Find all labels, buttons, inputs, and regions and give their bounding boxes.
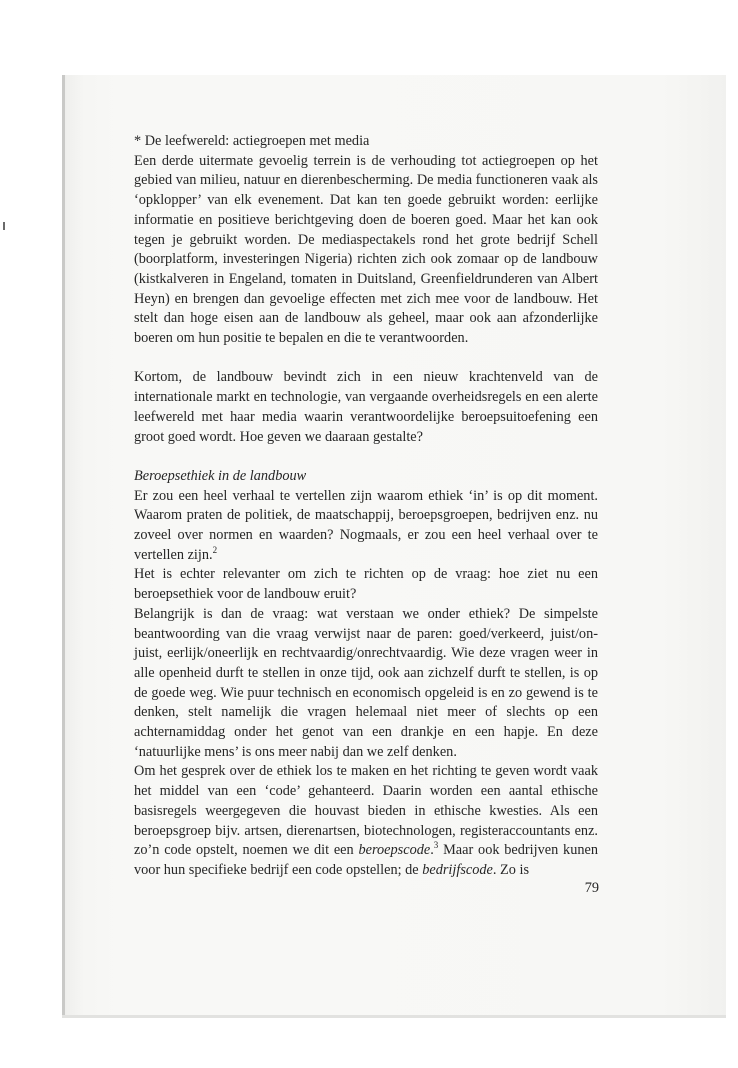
paragraph-gap bbox=[134, 447, 598, 467]
paragraph-ethiek-in-text: Er zou een heel verhaal te vertellen zijn waarom ethiek ‘in’ is op dit moment. Waarom praten de politiek, de maatschappij, beroepsgroepen, bedrijven enz. nu zoveel over normen en waarden? Nogmaals, er zou een heel verhaal over te vertellen zijn. bbox=[134, 487, 598, 563]
term-beroepscode: beroepscode bbox=[358, 842, 431, 859]
paragraph-code-text-a: Om het gesprek over de ethiek los te maken en het richting te geven wordt vaak het middel van een ‘code’ gehanteerd. Daarin worden een aantal ethische basisregels weergegeven die houvast bieden in ethische kwesties. Als een beroepsgroep bijv. artsen, dierenartsen, biotechnologen, registeraccountants enz. zo’n code opstelt, noemen we dit een bbox=[134, 763, 598, 859]
paragraph-media: Een derde uitermate gevoelig terrein is de verhouding tot actiegroepen op het gebied van milieu, natuur en dierenbescherming. De media functioneren vaak als ‘opklopper’ van elk evenement. Dat kan ten goede gebruikt worden: eerlijke informatie en positieve berichtgeving doen de boeren goed. Maar het kan ook tegen je gebruikt worden. De mediaspectakels rond het grote bedrijf Schell (boorplatform, investeringen Nigeria) richten zich ook zomaar op de landbouw (kistkalveren in Engeland, tomaten in Duitsland, Greenfieldrunderen van Albert Heyn) en brengen dan gevoelige effecten met zich mee voor de landbouw. Het stelt dan hoge eisen aan de landbouw als geheel, maar ook aan afzonderlijke boeren om hun positie te bepalen en die te verantwoorden. bbox=[134, 152, 598, 347]
paragraph-code-text-d: . Zo is bbox=[492, 861, 530, 878]
paragraph-gap bbox=[134, 349, 598, 369]
paragraph-relevanter: Het is echter relevanter om zich te richten op de vraag: hoe ziet nu een beroepsethiek voor de landbouw eruit? bbox=[134, 566, 598, 603]
page-spine-shadow bbox=[62, 75, 65, 1017]
page-text bbox=[134, 132, 598, 881]
page-number: 79 bbox=[584, 880, 599, 896]
margin-mark bbox=[3, 222, 5, 230]
paragraph-belangrijk: Belangrijk is dan de vraag: wat verstaan we onder ethiek? De simpelste beantwoording van die vraag verwijst naar de paren: goed/verkeerd, juist/on-juist, eerlijk/oneerlijk en rechtvaardig/onrechtvaardig. Wie deze vragen weer in alle openheid durft te stellen in onze tijd, ook aan zichzelf durft te stellen, is op de goede weg. Wie puur technisch en economisch opgeleid is en zo gewend is te denken, stelt namelijk die vragen helemaal niet meer of slechts op een achternamiddag onder het genot van een drankje en een hapje. En deze ‘natuurlijke mens’ is ons meer nabij dan we zelf denken. bbox=[134, 605, 598, 760]
section-title: * De leefwereld: actiegroepen met media bbox=[134, 133, 370, 149]
paragraph-code bbox=[134, 762, 598, 880]
paragraph-kortom: Kortom, de landbouw bevindt zich in een nieuw krachtenveld van de internationale markt en technologie, van vergaande overheidsregels en een alerte leefwereld met haar media waarin verantwoordelijke beroepsuitoefening een groot goed wordt. Hoe geven we daaraan gestalte? bbox=[134, 369, 598, 445]
footnote-ref-3: 3 bbox=[433, 840, 439, 851]
page-bottom-edge bbox=[62, 1015, 726, 1018]
paragraph-code-text-b: . bbox=[430, 842, 434, 859]
term-bedrijfscode: bedrijfscode bbox=[422, 861, 493, 878]
section-heading: Beroepsethiek in de landbouw bbox=[134, 467, 307, 484]
paragraph-ethiek-in bbox=[134, 487, 598, 566]
paragraph-code-text-c: Maar ook bedrijven kunen voor hun specifieke bedrijf een code opstellen; de bbox=[134, 842, 598, 878]
footnote-ref-2: 2 bbox=[212, 544, 218, 555]
